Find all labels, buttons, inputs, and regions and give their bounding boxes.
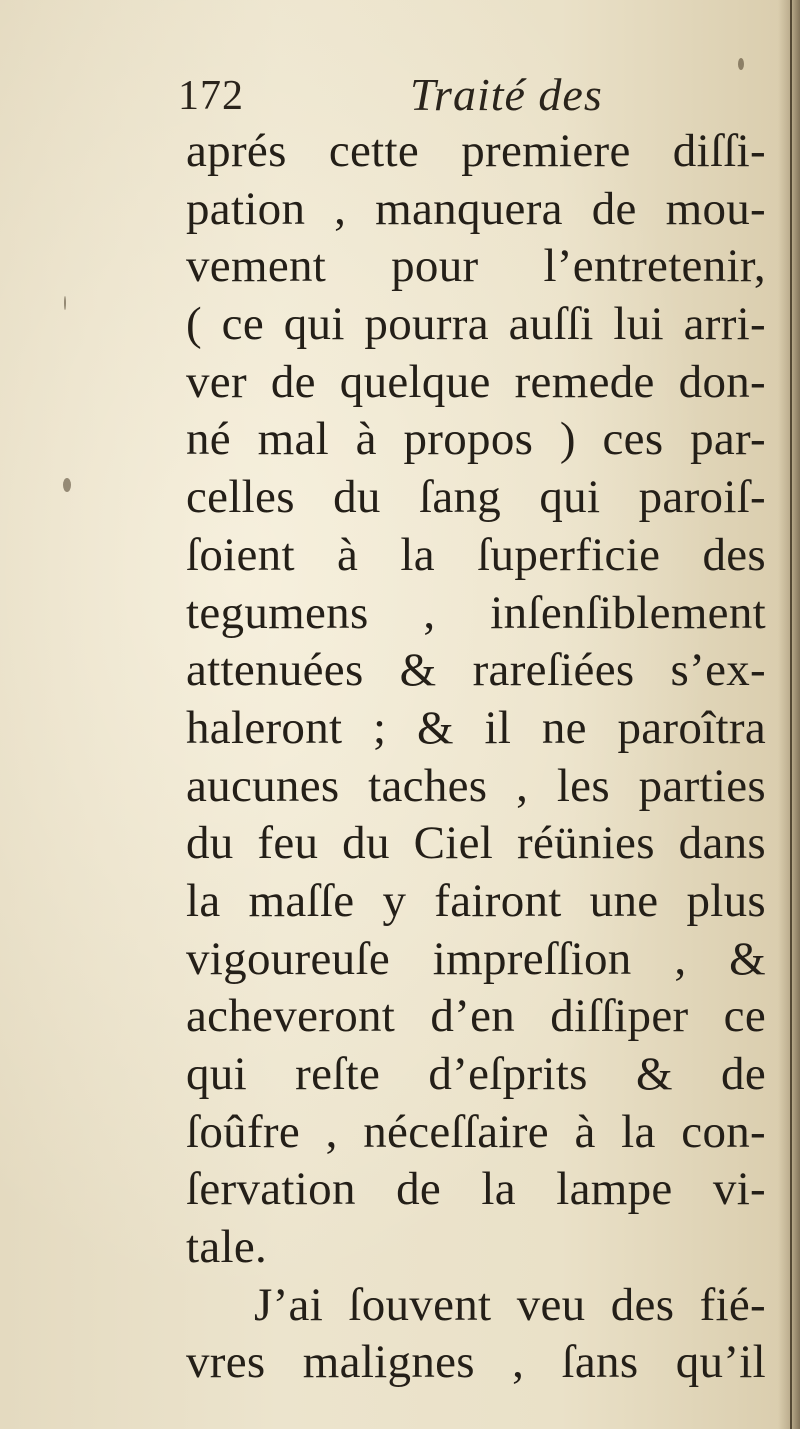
paragraph-end-line: tale. [186, 1221, 268, 1274]
text-line: ſoûfre , néceſſaire à la con- [186, 1105, 766, 1158]
text-line: ſervation de la lampe vi- [186, 1163, 766, 1216]
page-number: 172 [178, 73, 244, 119]
text-line: aucunes taches , les parties [186, 759, 766, 812]
text-line: pation , manquera de mou- [186, 182, 766, 235]
paper-speck [64, 296, 66, 310]
paper-speck [63, 478, 71, 492]
text-line: ver de quelque remede don- [186, 355, 766, 408]
paragraph-first-line: J’ai ſouvent veu des fié- [254, 1278, 766, 1331]
text-line: né mal à propos ) ces par- [186, 413, 766, 466]
page-gutter-shadow [778, 0, 800, 1429]
page-edge-line [790, 0, 792, 1429]
running-title: Traité des [410, 69, 603, 120]
text-line: celles du ſang qui paroiſ- [186, 471, 766, 524]
running-header [178, 68, 648, 128]
text-line: du feu du Ciel réünies dans [186, 817, 766, 870]
text-line: ( ce qui pourra auſſi lui arri- [186, 298, 766, 351]
text-line: attenuées & rareſiées s’ex- [186, 644, 766, 697]
text-line: la maſſe y fairont une plus [186, 874, 766, 927]
paper-speck [738, 58, 744, 70]
text-line: vigoureuſe impreſſion , & [186, 932, 766, 985]
text-line: haleront ; & il ne paroîtra [186, 701, 766, 754]
text-line: ſoient à la ſuperficie des [186, 528, 766, 581]
text-line: acheveront d’en diſſiper ce [186, 990, 766, 1043]
text-line: tegumens , inſenſiblement [186, 586, 766, 639]
text-line: aprés cette premiere diſſi- [186, 125, 766, 177]
body-text [186, 123, 766, 1392]
text-line: qui reſte d’eſprits & de [186, 1048, 766, 1100]
text-line: vement pour l’entretenir, [186, 240, 766, 293]
text-line: vres malignes , ſans qu’il [186, 1336, 766, 1389]
